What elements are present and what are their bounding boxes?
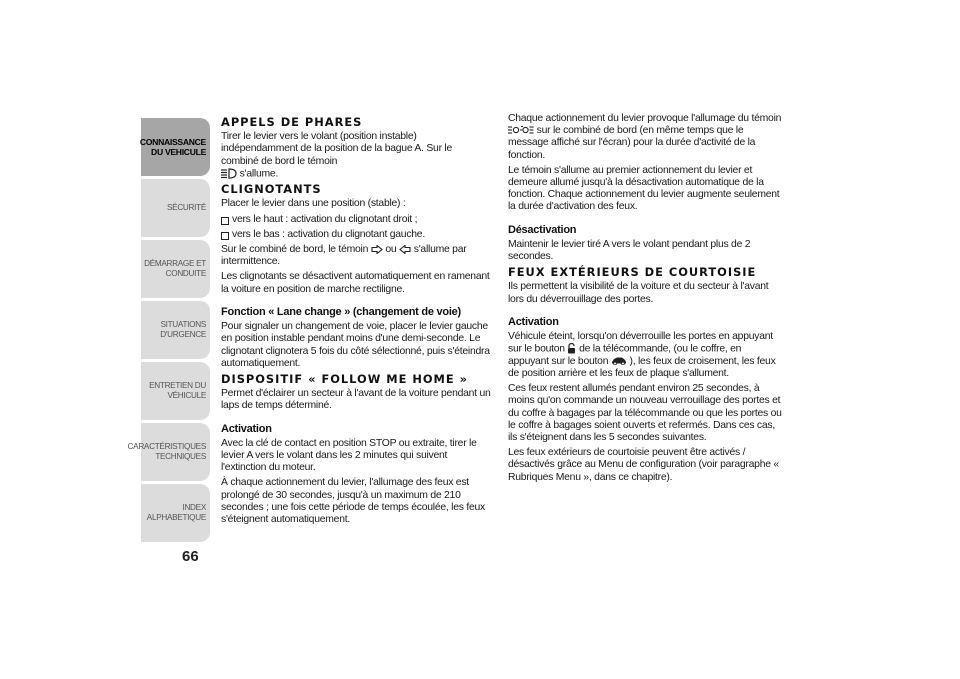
tab-label-line: CONDUITE	[165, 269, 206, 278]
subsection-title-lane-change: Fonction « Lane change » (changement de voie)	[221, 305, 461, 318]
section-title-clignotants: CLIGNOTANTS	[221, 182, 322, 197]
paragraph: Permet d'éclairer un secteur à l'avant de la voiture pendant un laps de temps déterminé.	[221, 388, 491, 412]
paragraph: Les feux extérieurs de courtoisie peuvent être activés / désactivés grâce au Menu de configuration (voir paragraphe « Rubriques Menu », dans ce chapitre).	[508, 447, 779, 483]
trunk-icon	[611, 356, 627, 365]
text: Véhicule éteint, lorsqu'on déverrouille les portes en appuyant sur le bouton	[508, 331, 773, 355]
tab-label-line: INDEX	[182, 503, 206, 512]
tab-label-line: D'URGENCE	[160, 330, 206, 339]
paragraph	[508, 113, 783, 162]
text: s'allume.	[239, 168, 279, 180]
tab-label-line: ALPHABETIQUE	[146, 513, 206, 522]
list-item	[221, 214, 491, 226]
paragraph: À chaque actionnement du levier, l'allumage des feux est prolongé de 30 secondes, jusqu'à un maximum de 210 secondes ; une fois cette période de temps écoulée, les feux s'éteignent automatiquement.	[221, 477, 485, 525]
paragraph: Ils permettent la visibilité de la voiture et du secteur à l'avant lors du déverrouillage des portes.	[508, 281, 769, 305]
paragraph	[508, 331, 783, 380]
subsection-title-desactivation: Désactivation	[508, 223, 577, 236]
tab-label-line: ENTRETIEN DU	[149, 381, 206, 390]
text: de la télécommande, (ou le coffre, en appuyant sur le bouton	[508, 343, 742, 367]
subsection-title-activation: Activation	[508, 315, 559, 328]
tab-label-line: TECHNIQUES	[155, 452, 206, 461]
text: Chaque actionnement du levier provoque l'allumage du témoin	[508, 113, 782, 124]
text: ou	[385, 244, 397, 256]
page-number: 66	[182, 548, 199, 565]
text: s'allume par intermittence.	[221, 244, 467, 268]
tab-label-line: CONNAISSANCE	[139, 137, 206, 147]
subsection-title-activation: Activation	[221, 422, 272, 435]
paragraph: Le témoin s'allume au premier actionnement du levier et demeure allumé jusqu'à la désactivation automatique de la fonction. Chaque actionnement du levier augmente seulement la durée d'activation des feux.	[508, 164, 780, 213]
turn-left-icon	[399, 245, 411, 254]
paragraph: Ces feux restent allumés pendant environ 25 secondes, à moins qu'on commande un nouveau verrouillage des portes et du coffre à bagages par la télécommande ou que les portes ou le coffre à bagages soient ouverts et refermés. Dans ces cas, ils s'éteignent dans les 5 secondes suivantes.	[508, 383, 782, 443]
paragraph: Placer le levier dans une position (stable) :	[221, 198, 406, 210]
text: vers le bas : activation du clignotant gauche.	[232, 228, 425, 240]
unlock-icon	[567, 343, 576, 354]
tab-label-line: CARACTÉRISTIQUES	[127, 442, 206, 451]
tab-label-line: VÉHICULE	[167, 391, 206, 400]
list-item	[221, 229, 491, 241]
chapter-tabs	[127, 118, 210, 545]
text: ), les feux de croisement, les feux de position arrière et les feux de plaque s'allument.	[508, 355, 776, 379]
paragraph: Avec la clé de contact en position STOP ou extraite, tirer le levier A vers le volant dans les 2 minutes qui suivent l'extinction du moteur.	[221, 437, 477, 474]
text: Tirer le levier vers le volant (position instable) indépendamment de la position de la bague A. Sur le combiné de bord le témoin	[221, 131, 453, 167]
paragraph: Pour signaler un changement de voie, placer le levier gauche en position instable pendant moins d'une demi-seconde. Le clignotant clignotera 5 fois du côté sélectionné, puis s'éteindra automatiquement.	[221, 321, 490, 369]
tab-label-line: SÉCURITÉ	[167, 203, 206, 212]
left-column	[221, 113, 491, 529]
high-beam-icon	[221, 168, 237, 179]
tab-label-line: SITUATIONS	[160, 320, 206, 329]
section-title-follow-me-home: DISPOSITIF « FOLLOW ME HOME »	[221, 371, 468, 386]
paragraph: Les clignotants se désactivent automatiquement en ramenant la voiture en position de marche rectiligne.	[221, 271, 490, 295]
section-title-appels-phares: APPELS DE PHARES	[221, 115, 363, 129]
tab-connaissance-vehicule[interactable]	[141, 118, 210, 176]
text: Sur le combiné de bord, le témoin	[221, 244, 369, 256]
tab-securite[interactable]	[141, 179, 210, 237]
tab-entretien-vehicule[interactable]	[141, 362, 210, 420]
paragraph: Maintenir le levier tiré A vers le volant pendant plus de 2 secondes.	[508, 238, 751, 263]
right-column	[508, 113, 783, 487]
tab-index-alphabetique[interactable]	[141, 484, 210, 542]
tab-demarrage-conduite[interactable]	[141, 240, 210, 298]
turn-right-icon	[371, 245, 383, 254]
text: vers le haut : activation du clignotant droit ;	[232, 213, 418, 225]
tab-label-line: DÉMARRAGE ET	[144, 259, 206, 268]
checkbox-bullet-icon	[221, 232, 229, 240]
checkbox-bullet-icon	[221, 217, 229, 225]
tab-situations-urgence[interactable]	[141, 301, 210, 359]
section-title-feux-courtoisie: FEUX EXTÉRIEURS DE COURTOISIE	[508, 265, 757, 280]
tab-label-line: DU VEHICULE	[151, 147, 206, 157]
paragraph	[221, 244, 491, 268]
text: sur le combiné de bord (en même temps que le message affiché sur l'écran) pour la durée d'activité de la fonction.	[508, 125, 756, 161]
tab-caracteristiques-techniques[interactable]	[127, 423, 210, 481]
follow-me-home-icon	[508, 125, 534, 135]
paragraph	[221, 131, 491, 180]
